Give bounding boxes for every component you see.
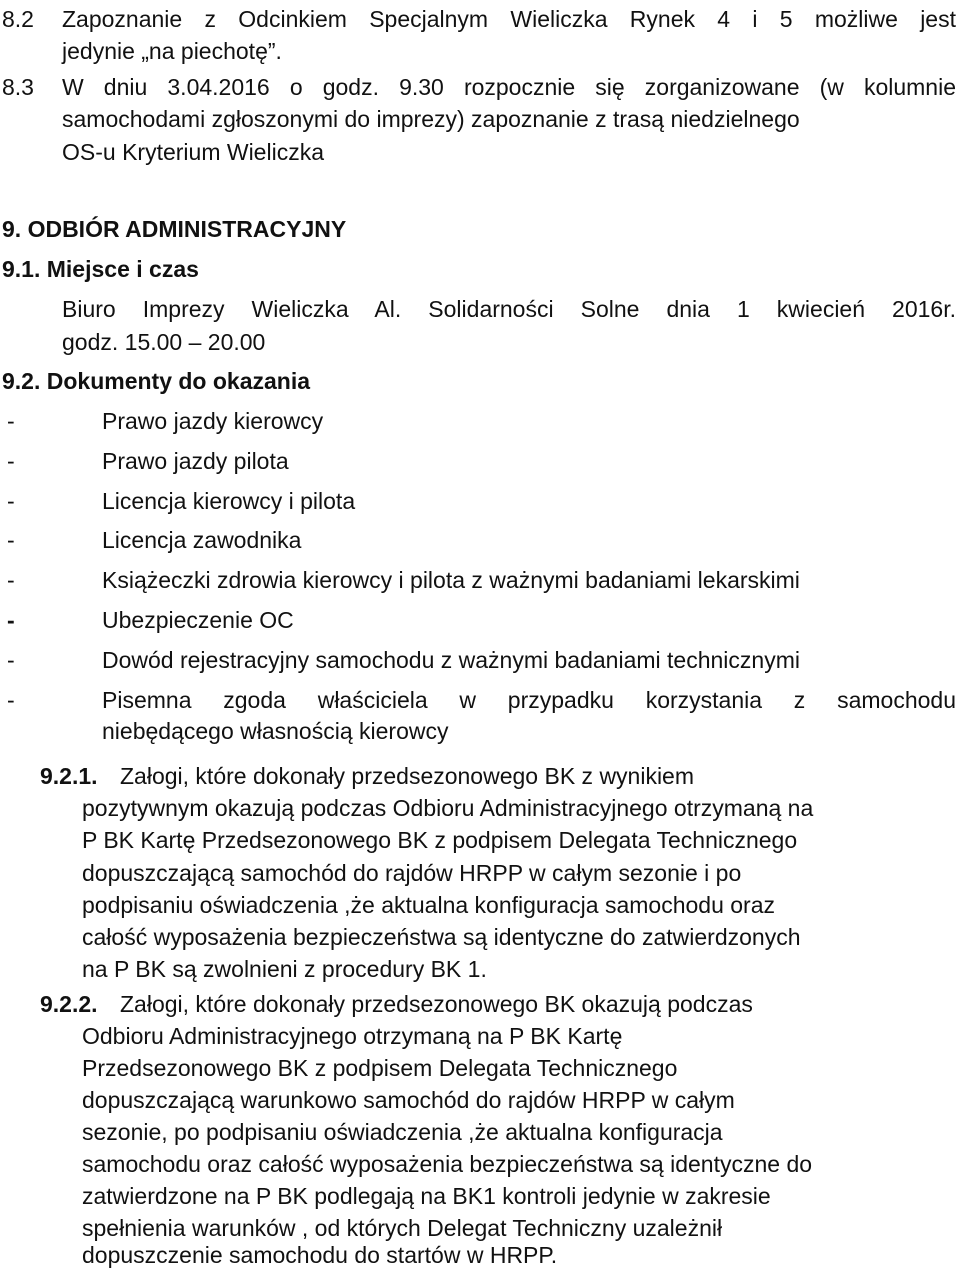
section-9-1-line2: godz. 15.00 – 20.00 — [62, 329, 266, 355]
paragraph-line: Załogi, które dokonały przedsezonowego BK okazują podczas — [120, 991, 753, 1017]
section-9-heading: 9. ODBIÓR ADMINISTRACYJNY — [2, 216, 347, 242]
list-item: Licencja zawodnika — [102, 527, 302, 553]
list-item: Dowód rejestracyjny samochodu z ważnymi badaniami technicznymi — [102, 647, 800, 673]
paragraph-line: dopuszczenie samochodu do startów w HRPP. — [82, 1242, 558, 1268]
item-8-3-number: 8.3 — [2, 74, 34, 100]
list-item: Prawo jazdy kierowcy — [102, 408, 324, 434]
list-dash: - — [7, 448, 15, 474]
paragraph-line: Załogi, które dokonały przedsezonowego BK z wynikiem — [120, 763, 695, 789]
paragraph-line: na P BK są zwolnieni z procedury BK 1. — [82, 956, 487, 982]
paragraph-line: spełnienia warunków , od których Delegat Techniczny uzależnił — [82, 1215, 723, 1241]
paragraph-line: pozytywnym okazują podczas Odbioru Administracyjnego otrzymaną na — [82, 795, 814, 821]
section-9-2-heading: 9.2. Dokumenty do okazania — [2, 368, 311, 394]
paragraph-line: dopuszczającą warunkowo samochód do rajdów HRPP w całym — [82, 1087, 735, 1113]
item-8-3-line2: samochodami zgłoszonymi do imprezy) zapoznanie z trasą niedzielnego — [62, 106, 800, 132]
list-dash: - — [7, 687, 15, 713]
paragraph-line: P BK Kartę Przedsezonowego BK z podpisem Delegata Technicznego — [82, 827, 798, 853]
paragraph-line: Przedsezonowego BK z podpisem Delegata Technicznego — [82, 1055, 678, 1081]
list-item: Prawo jazdy pilota — [102, 448, 289, 474]
list-item: Licencja kierowcy i pilota — [102, 488, 356, 514]
paragraph-line: dopuszczającą samochód do rajdów HRPP w całym sezonie i po — [82, 860, 742, 886]
item-8-2-line2: jedynie „na piechotę”. — [62, 38, 282, 64]
list-dash: - — [7, 488, 15, 514]
list-dash: - — [7, 647, 15, 673]
section-9-1-heading: 9.1. Miejsce i czas — [2, 256, 199, 282]
item-8-3-line1: W dniu 3.04.2016 o godz. 9.30 rozpocznie się zorganizowane (w kolumnie — [62, 74, 956, 100]
paragraph-line: sezonie, po podpisaniu oświadczenia ,że aktualna konfiguracja — [82, 1119, 723, 1145]
item-8-3-line3: OS-u Kryterium Wieliczka — [62, 139, 324, 165]
list-dash: - — [7, 567, 15, 593]
list-item: Ubezpieczenie OC — [102, 607, 294, 633]
paragraph-line: podpisaniu oświadczenia ,że aktualna konfiguracja samochodu oraz — [82, 892, 775, 918]
section-9-2-2-number: 9.2.2. — [40, 991, 98, 1017]
paragraph-line: całość wyposażenia bezpieczeństwa są identyczne do zatwierdzonych — [82, 924, 801, 950]
list-item: Pisemna zgoda właściciela w przypadku korzystania z samochodu — [102, 687, 956, 713]
item-8-2-line1: Zapoznanie z Odcinkiem Specjalnym Wieliczka Rynek 4 i 5 możliwe jest — [62, 6, 956, 32]
item-8-2-number: 8.2 — [2, 6, 34, 32]
list-item-continuation: niebędącego własnością kierowcy — [102, 718, 449, 744]
paragraph-line: samochodu oraz całość wyposażenia bezpieczeństwa są identyczne do — [82, 1151, 813, 1177]
list-item: Książeczki zdrowia kierowcy i pilota z ważnymi badaniami lekarskimi — [102, 567, 800, 593]
section-9-2-1-number: 9.2.1. — [40, 763, 98, 789]
section-9-1-line1: Biuro Imprezy Wieliczka Al. Solidarności Solne dnia 1 kwiecień 2016r. — [62, 296, 956, 322]
list-dash: - — [7, 607, 15, 633]
paragraph-line: Odbioru Administracyjnego otrzymaną na P BK Kartę — [82, 1023, 623, 1049]
list-dash: - — [7, 408, 15, 434]
list-dash: - — [7, 527, 15, 553]
paragraph-line: zatwierdzone na P BK podlegają na BK1 kontroli jedynie w zakresie — [82, 1183, 771, 1209]
